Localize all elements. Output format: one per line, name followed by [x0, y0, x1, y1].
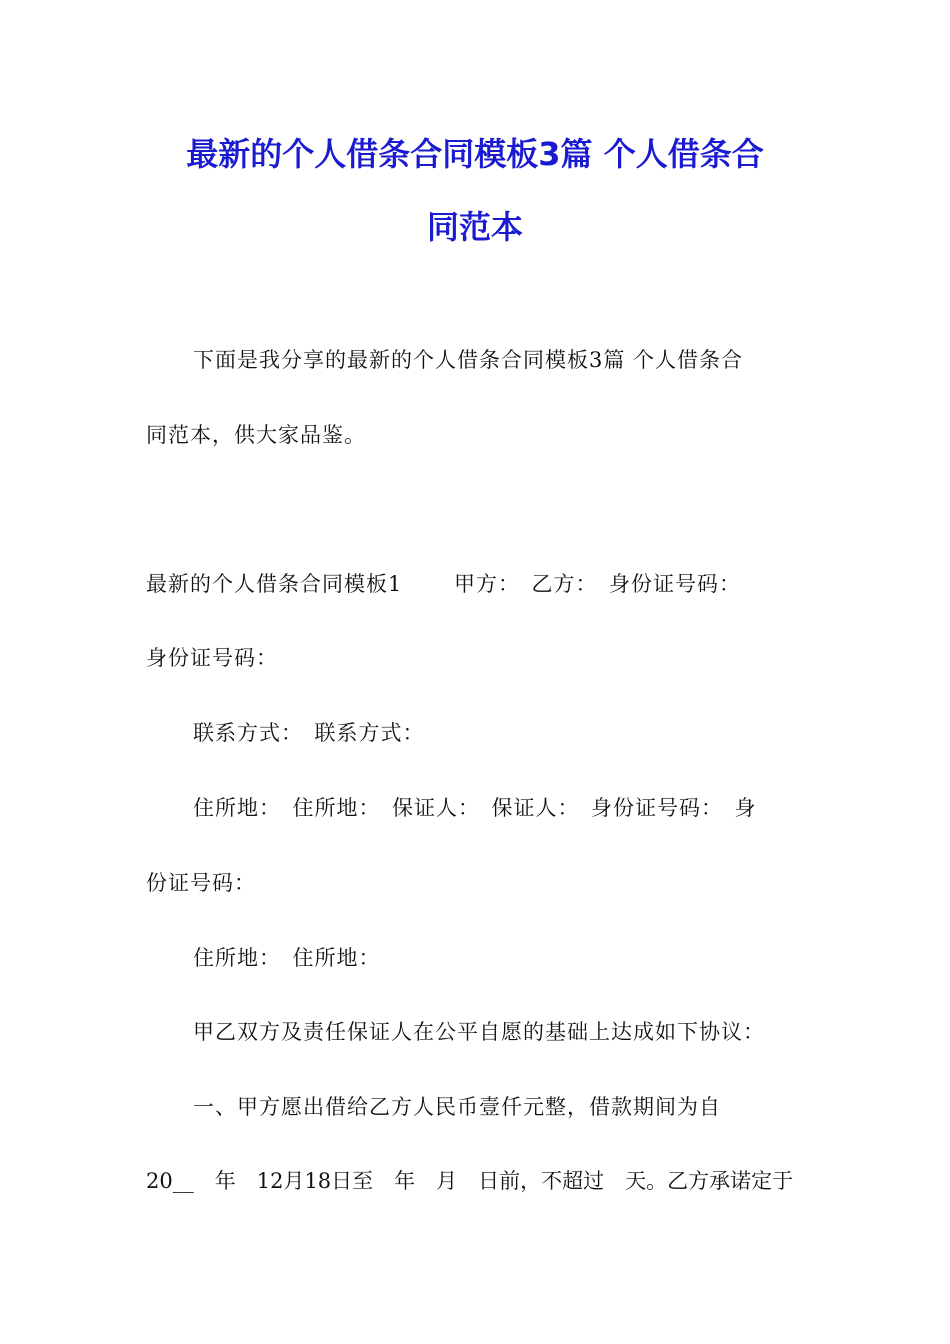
contact-line: 联系方式： 联系方式：: [193, 721, 425, 745]
guarantor-id-line: 份证号码：: [146, 871, 256, 895]
guarantor-address-line: 住所地： 住所地：: [193, 946, 381, 970]
address-guarantor-line: 住所地： 住所地： 保证人： 保证人： 身份证号码： 身: [193, 796, 757, 820]
intro-paragraph-line-2: 同范本，供大家品鉴。: [146, 423, 366, 447]
agreement-intro-line: 甲乙双方及责任保证人在公平自愿的基础上达成如下协议：: [193, 1020, 765, 1044]
clause-1-line-2: 20__ 年 12月18日至 年 月 日前，不超过 天。乙方承诺定于: [146, 1169, 794, 1193]
intro-paragraph-line-1: 下面是我分享的最新的个人借条合同模板3篇 个人借条合: [193, 348, 744, 372]
contract-id-line: 身份证号码：: [146, 646, 278, 670]
document-title-line-1: 最新的个人借条合同模板3篇 个人借条合: [186, 135, 764, 173]
contract-parties-line: 最新的个人借条合同模板1 甲方： 乙方： 身份证号码：: [146, 572, 742, 596]
document-title-line-2: 同范本: [426, 208, 523, 246]
clause-1-line-1: 一、甲方愿出借给乙方人民币壹仟元整，借款期间为自: [193, 1095, 721, 1119]
